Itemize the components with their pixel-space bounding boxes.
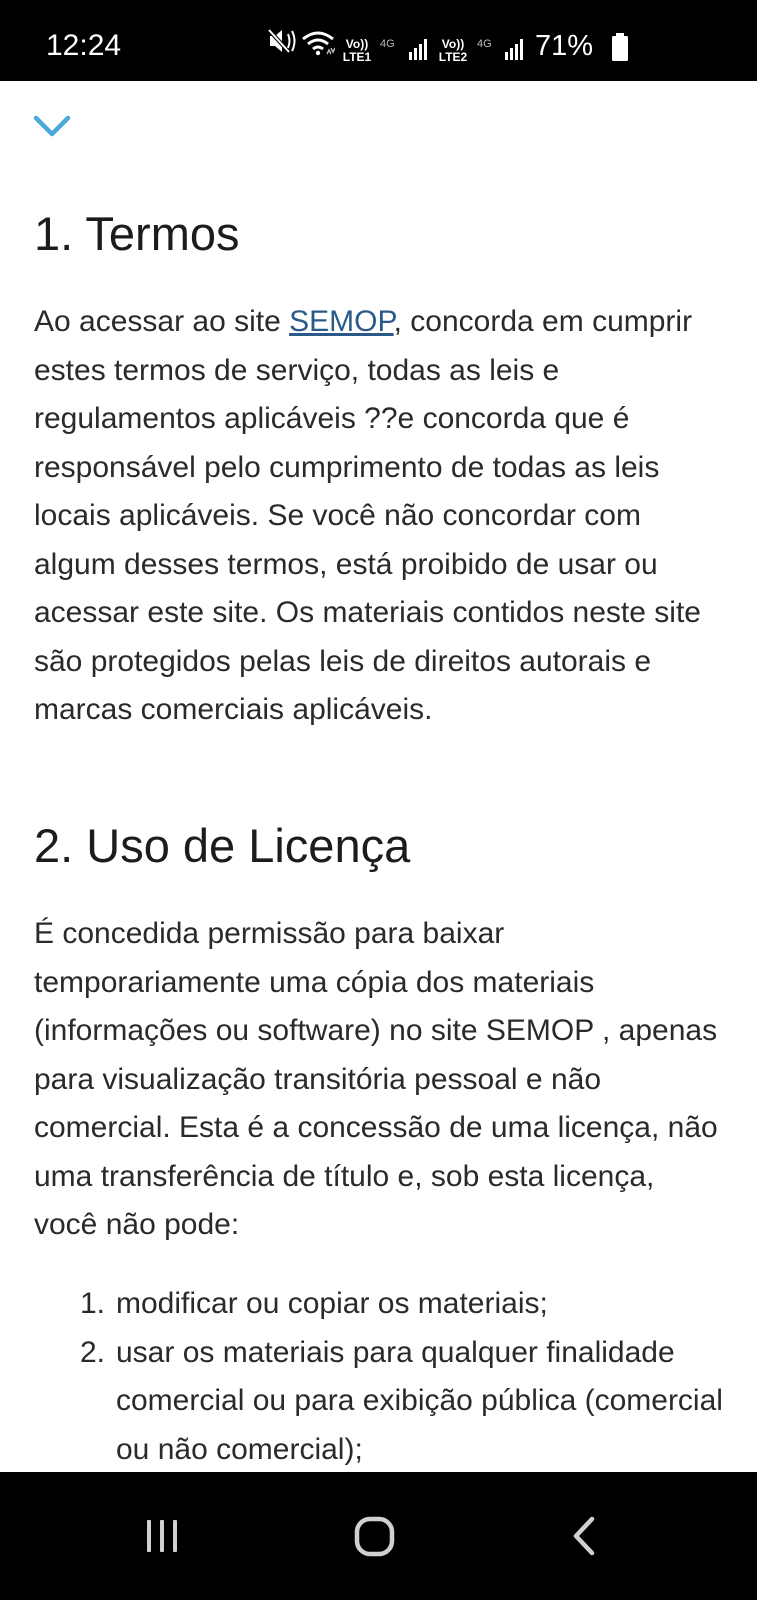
terms-text-after-link: , concorda em cumprir estes termos de serviço, todas as leis e regulamentos aplicáveis ??e concorda que é responsável pelo cumprimento de todas as leis locais aplicáveis. Se você não concordar com algum desses termos, está proibido de usar ou acessar este site. Os materiais contidos neste site são protegidos pelas leis de direitos autorais e marcas comerciais aplicáveis. <box>34 305 701 726</box>
list-item-text: modificar ou copiar os materiais; <box>116 1287 548 1320</box>
sim2-volte: Vo)) <box>441 37 465 51</box>
status-time: 12:24 <box>46 29 122 62</box>
sim1-volte: Vo)) <box>345 37 369 51</box>
semop-link[interactable]: SEMOP <box>289 305 394 338</box>
navigation-bar <box>0 1472 757 1600</box>
section-heading-license: 2. Uso de Licença <box>34 819 411 872</box>
mute-vibrate-icon <box>267 26 297 56</box>
chevron-down-icon[interactable] <box>32 112 72 142</box>
section-heading-terms: 1. Termos <box>34 207 240 260</box>
status-bar <box>0 0 757 81</box>
list-item-number: 1. <box>80 1287 106 1320</box>
recent-apps-icon[interactable] <box>132 1506 192 1566</box>
terms-text-before-link: Ao acessar ao site <box>34 305 290 338</box>
terms-paragraph <box>34 298 724 735</box>
battery-percent: 71% <box>535 30 594 62</box>
signal-icon <box>505 38 527 60</box>
signal-icon <box>409 38 431 60</box>
list-item-text: usar os materiais para qualquer finalidade comercial ou para exibição pública (comercial ou não comercial); <box>116 1335 723 1466</box>
home-icon[interactable] <box>345 1506 405 1566</box>
sim1-network: 4G <box>380 38 395 50</box>
back-icon[interactable] <box>556 1506 616 1566</box>
list-item-number: 2. <box>80 1335 106 1369</box>
sim2-label: LTE2 <box>438 50 468 64</box>
battery-icon <box>611 33 629 61</box>
sim1-label: LTE1 <box>342 50 372 64</box>
list-item <box>34 1329 724 1475</box>
status-icons <box>267 0 757 81</box>
wifi-icon <box>301 30 335 56</box>
license-restrictions-list <box>34 1280 724 1474</box>
list-item <box>34 1280 724 1329</box>
sim2-network: 4G <box>477 38 492 50</box>
license-paragraph: É concedida permissão para baixar temporariamente uma cópia dos materiais (informações ou software) no site SEMOP , apenas para visualização transitória pessoal e não comercial. Esta é a concessão de uma licença, não uma transferência de título e, sob esta licença, você não pode: <box>34 917 718 1241</box>
